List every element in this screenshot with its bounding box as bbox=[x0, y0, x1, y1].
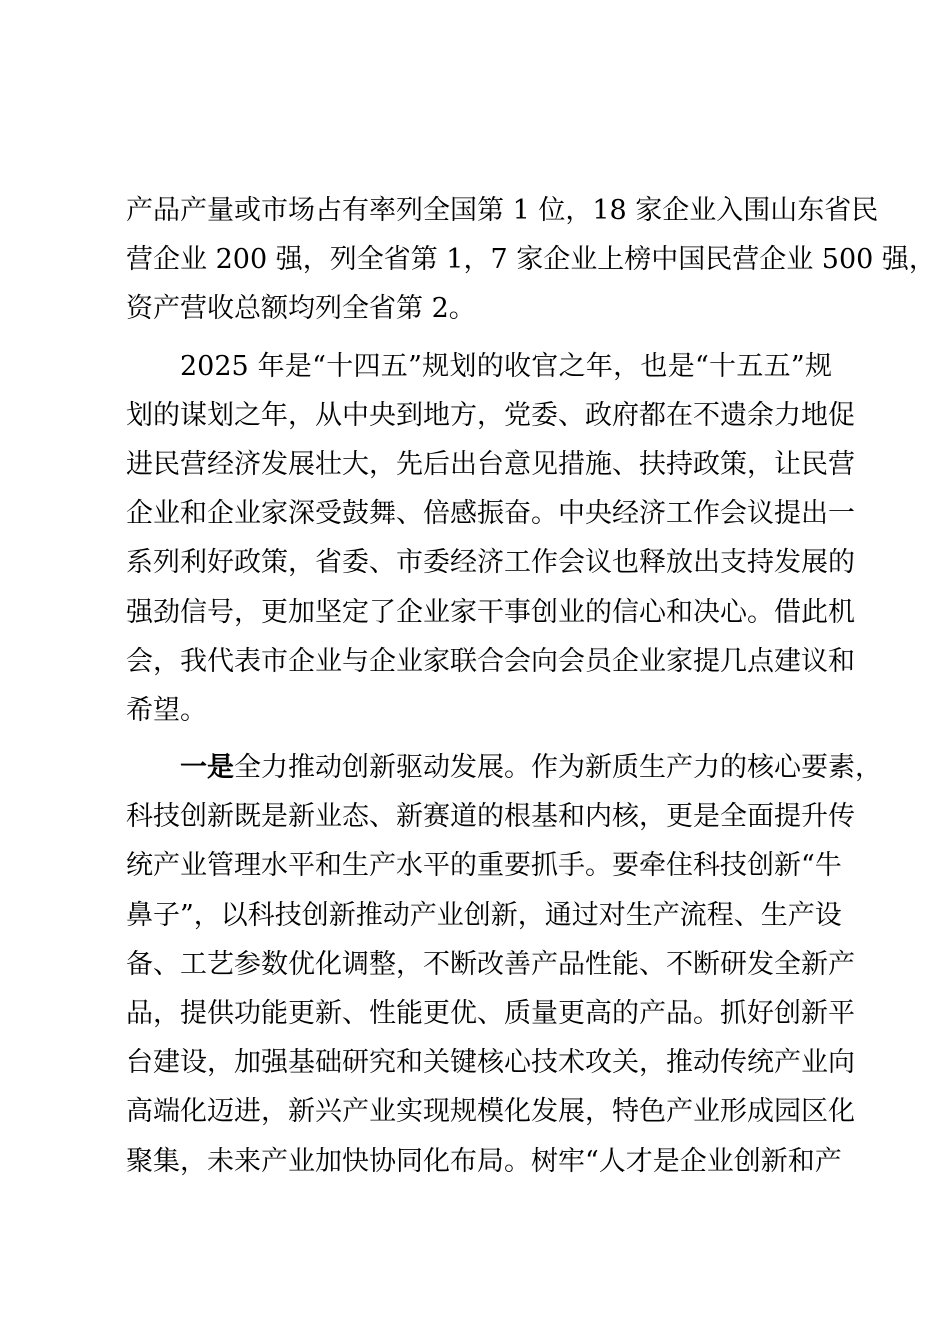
text-line: 台建设，加强基础研究和关键核心技术攻关，推动传统产业向 bbox=[126, 1047, 855, 1079]
document-body bbox=[126, 186, 936, 1186]
text-line: 进民营经济发展壮大，先后出台意见措施、扶持政策，让民营 bbox=[126, 448, 855, 480]
text-line: 品，提供功能更新、性能更优、质量更高的产品。抓好创新平 bbox=[126, 998, 855, 1029]
text-line: 系列利好政策，省委、市委经济工作会议也释放出支持发展的 bbox=[126, 547, 855, 579]
paragraph-lead: 一是 bbox=[180, 752, 234, 784]
text-line: 强劲信号，更加坚定了企业家干事创业的信心和决心。借此机 bbox=[126, 596, 855, 628]
text-line: 营企业 200 强，列全省第 1，7 家企业上榜中国民营企业 500 强， bbox=[126, 244, 936, 276]
text-line: 科技创新既是新业态、新赛道的根基和内核，更是全面提升传 bbox=[126, 801, 855, 833]
text-line: 希望。 bbox=[126, 694, 207, 726]
text-line: 划的谋划之年，从中央到地方，党委、政府都在不遗余力地促 bbox=[126, 399, 855, 431]
text-line: 聚集，未来产业加快协同化布局。树牢“人才是企业创新和产 bbox=[126, 1145, 842, 1177]
text-line: 统产业管理水平和生产水平的重要抓手。要牵住科技创新“牛 bbox=[126, 850, 842, 882]
text-line: 鼻子”，以科技创新推动产业创新，通过对生产流程、生产设 bbox=[126, 899, 842, 931]
text-line: 资产营收总额均列全省第 2。 bbox=[126, 293, 476, 325]
paragraph-1 bbox=[126, 186, 936, 334]
paragraph-2 bbox=[126, 342, 855, 736]
paragraph-3 bbox=[126, 743, 882, 1186]
text-line: 企业和企业家深受鼓舞、倍感振奋。中央经济工作会议提出一 bbox=[126, 498, 855, 530]
text-line: 高端化迈进，新兴产业实现规模化发展，特色产业形成园区化 bbox=[126, 1096, 855, 1128]
text-span: 全力推动创新驱动发展。作为新质生产力的核心要素， bbox=[234, 752, 882, 784]
text-line: 2025 年是“十四五”规划的收官之年，也是“十五五”规 bbox=[180, 350, 832, 382]
text-line bbox=[126, 743, 882, 792]
text-line: 备、工艺参数优化调整，不断改善产品性能、不断研发全新产 bbox=[126, 948, 855, 980]
text-line: 会，我代表市企业与企业家联合会向会员企业家提几点建议和 bbox=[126, 645, 855, 677]
text-line: 产品产量或市场占有率列全国第 1 位，18 家企业入围山东省民 bbox=[126, 195, 879, 226]
